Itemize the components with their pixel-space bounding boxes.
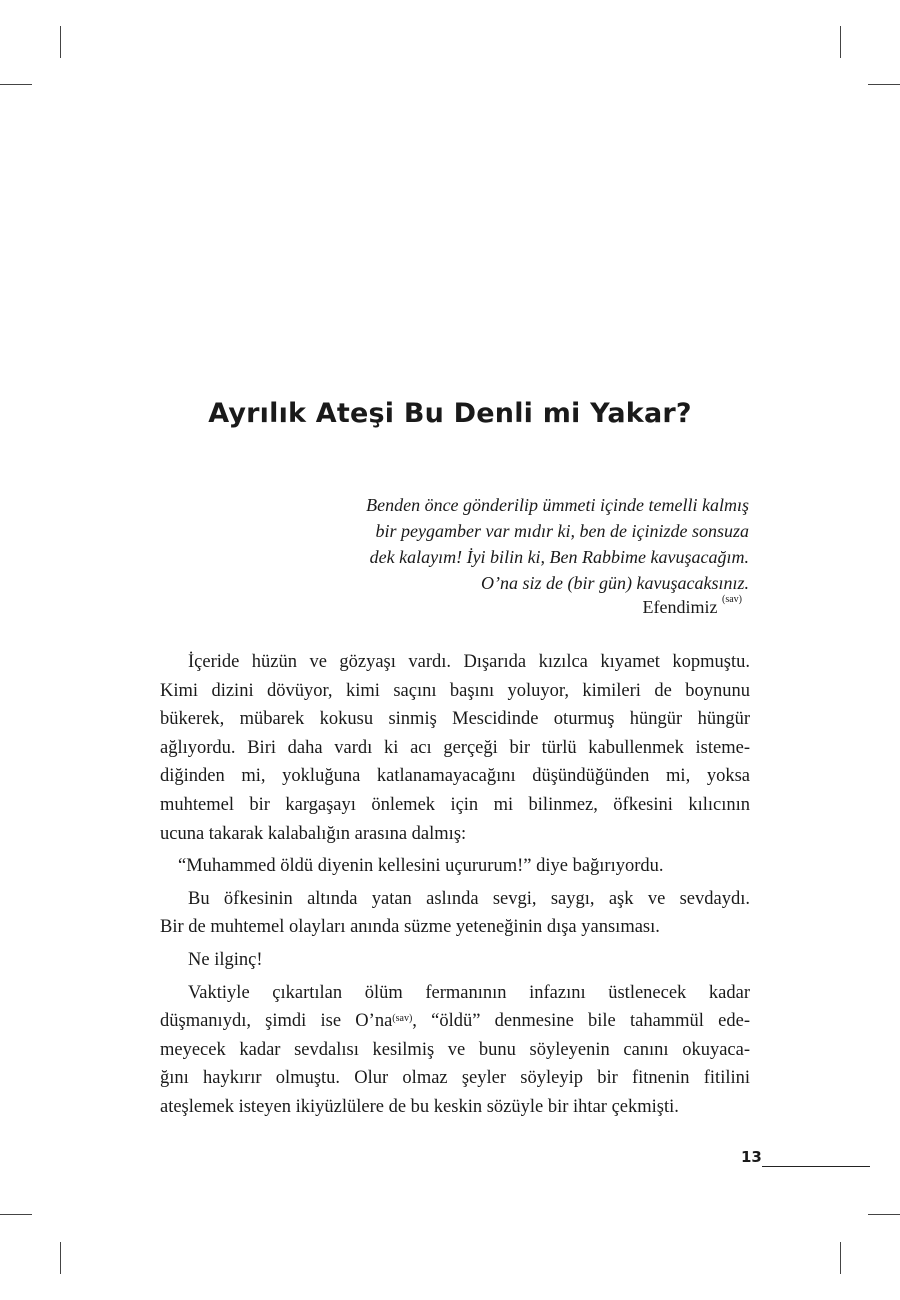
text-line: ağlıyordu. Biri daha vardı ki acı gerçeği bir türlü kabullenmek isteme- xyxy=(160,737,750,758)
honorific-superscript: (sav) xyxy=(392,1013,413,1025)
paragraph xyxy=(160,852,750,881)
epigraph-line: O’na siz de (bir gün) kavuşacaksınız. xyxy=(481,573,749,593)
page-number: 13 xyxy=(741,1148,762,1166)
epigraph-line: dek kalayım! İyi bilin ki, Ben Rabbime kavuşacağım. xyxy=(369,547,749,567)
epigraph xyxy=(300,492,749,596)
text-line: Vaktiyle çıkartılan ölüm fermanının infazını üstlenecek kadar xyxy=(188,982,750,1003)
crop-mark xyxy=(0,1214,32,1215)
epigraph-line: Benden önce gönderilip ümmeti içinde temelli kalmış xyxy=(366,495,749,515)
crop-mark xyxy=(868,84,900,85)
text-line: ğını haykırır olmuştu. Olur olmaz şeyler söyleyip bir fitnenin fitilini xyxy=(160,1068,750,1089)
text-fragment: , “öldü” denmesine bile tahammül ede- xyxy=(412,1011,751,1032)
crop-mark xyxy=(868,1214,900,1215)
paragraph xyxy=(160,946,750,975)
epigraph-line: bir peygamber var mıdır ki, ben de içinizde sonsuza xyxy=(375,521,749,541)
crop-mark xyxy=(60,1242,61,1274)
attribution-honorific: (sav) xyxy=(722,594,742,605)
text-line: Bu öfkesinin altında yatan aslında sevgi, saygı, aşk ve sevdaydı. xyxy=(188,888,750,909)
crop-mark xyxy=(840,1242,841,1274)
body-text xyxy=(160,648,750,1126)
crop-mark xyxy=(60,26,61,58)
text-line: bükerek, mübarek kokusu sinmiş Mescidinde oturmuş hüngür hüngür xyxy=(160,709,750,730)
paragraph xyxy=(160,979,750,1122)
paragraph xyxy=(160,648,750,848)
text-line: diğinden mi, yokluğuna katlanamayacağını düşündüğünden mi, yoksa xyxy=(160,766,750,787)
text-fragment: düşmanıydı, şimdi ise O’na xyxy=(160,1011,393,1032)
text-line: Ne ilginç! xyxy=(188,949,263,970)
text-line: İçeride hüzün ve gözyaşı vardı. Dışarıda kızılca kıyamet kopmuştu. xyxy=(188,652,750,672)
text-line: Bir de muhtemel olayları anında süzme yeteneğinin dışa yansıması. xyxy=(160,917,660,938)
crop-mark xyxy=(840,26,841,58)
paragraph xyxy=(160,885,750,942)
crop-mark xyxy=(0,84,32,85)
chapter-title: Ayrılık Ateşi Bu Denli mi Yakar? xyxy=(208,398,692,429)
page-number-rule xyxy=(762,1166,870,1167)
epigraph-attribution xyxy=(560,594,742,618)
text-line: ucuna takarak kalabalığın arasına dalmış: xyxy=(160,823,467,844)
text-line: Kimi dizini dövüyor, kimi saçını başını yoluyor, kimileri de boynunu xyxy=(160,680,750,701)
text-line: ateşlemek isteyen ikiyüzlülere de bu keskin sözüyle bir ihtar çekmişti. xyxy=(160,1096,679,1117)
text-line: “Muhammed öldü diyenin kellesini uçururum!” diye bağırıyordu. xyxy=(178,856,664,877)
text-line: muhtemel bir kargaşayı önlemek için mi bilinmez, öfkesini kılıcının xyxy=(160,794,750,815)
attribution-name: Efendimiz xyxy=(642,597,718,617)
text-line xyxy=(160,1007,750,1036)
text-line: meyecek kadar sevdalısı kesilmiş ve bunu söyleyenin canını okuyaca- xyxy=(160,1039,750,1060)
